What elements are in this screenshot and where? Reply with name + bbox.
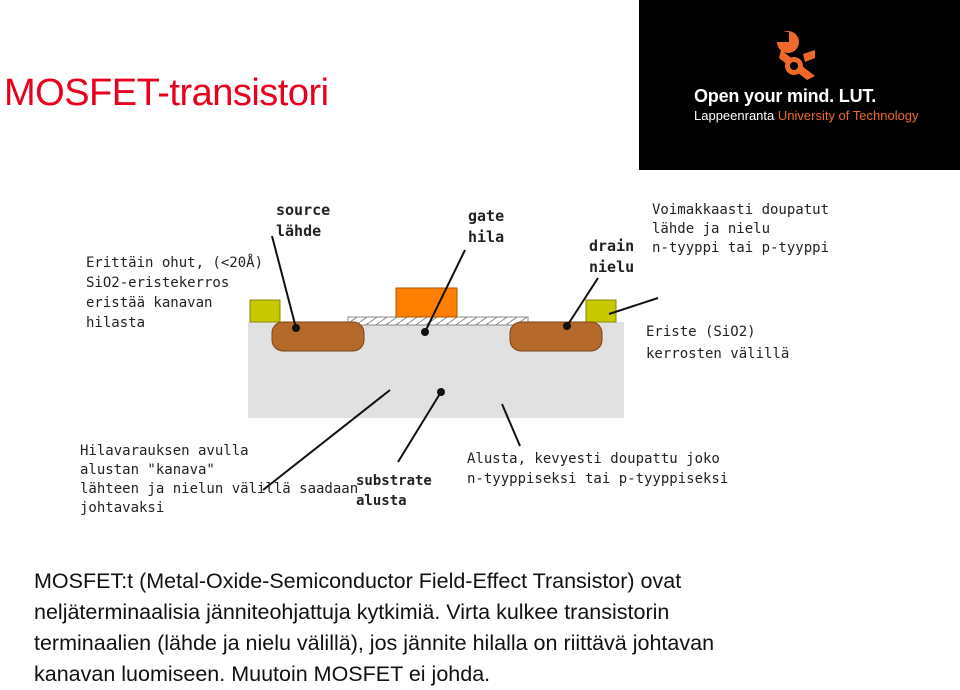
insulator-note-line: kerrosten välillä (646, 346, 790, 362)
channel-note-line: johtavaksi (80, 500, 165, 516)
gate-label-fi: hila (468, 228, 505, 246)
description-line: neljäterminaalisia jänniteohjattuja kytkimiä. Virta kulkee transistorin (34, 600, 670, 624)
drain-contact (586, 300, 616, 322)
doping-note-line: Voimakkaasti doupatut (652, 202, 830, 218)
oxide-note (86, 253, 263, 333)
source-label (276, 200, 330, 242)
logo-university-suffix: University of Technology (777, 108, 919, 123)
substrate-note-line: Alusta, kevyesti doupattu joko (467, 451, 720, 467)
drain-diffusion (510, 322, 602, 351)
gate-label-en: gate (468, 207, 505, 225)
doping-note (652, 201, 829, 258)
channel-note (80, 442, 358, 518)
description-line: terminaalien (lähde ja nielu välillä), jos jännite hilalla on riittävä johtavan (34, 631, 715, 655)
gate-label (468, 206, 504, 248)
oxide-note-line: hilasta (86, 315, 146, 331)
gate-oxide (348, 317, 528, 325)
logo-tagline: Open your mind. LUT. (694, 86, 877, 106)
doping-note-line: n-tyyppi tai p-tyyppi (652, 240, 830, 256)
doping-note-line: lähde ja nielu (652, 221, 771, 237)
drain-label-fi: nielu (589, 258, 635, 276)
drain-label-en: drain (589, 237, 635, 255)
source-label-en: source (276, 201, 331, 219)
substrate-label-fi: alusta (356, 493, 407, 509)
channel-note-line: lähteen ja nielun välillä saadaan (80, 481, 359, 497)
substrate-label (356, 471, 432, 511)
insulator-note (646, 321, 789, 365)
substrate-note (467, 449, 728, 489)
substrate-note-line: n-tyyppiseksi tai p-tyyppiseksi (467, 471, 729, 487)
description-line: kanavan luomiseen. Muutoin MOSFET ei johda. (34, 662, 491, 686)
oxide-note-line: eristää kanavan (86, 295, 213, 311)
oxide-note-line: Erittäin ohut, (<20Å) (86, 255, 264, 271)
logo-university-prefix: Lappeenranta (694, 108, 775, 123)
insulator-note-line: Eriste (SiO2) (646, 324, 756, 340)
channel-note-line: alustan "kanava" (80, 462, 215, 478)
oxide-note-line: SiO2-eristekerros (86, 275, 230, 291)
substrate-label-en: substrate (356, 473, 432, 489)
description-paragraph (34, 566, 934, 690)
gate-electrode (396, 288, 457, 317)
slide-title: MOSFET-transistori (4, 72, 329, 114)
source-label-fi: lähde (276, 222, 322, 240)
source-diffusion (272, 322, 364, 351)
description-line: MOSFET:t (Metal-Oxide-Semiconductor Field-Effect Transistor) ovat (34, 569, 682, 593)
channel-note-line: Hilavarauksen avulla (80, 443, 249, 459)
drain-label (589, 236, 634, 278)
